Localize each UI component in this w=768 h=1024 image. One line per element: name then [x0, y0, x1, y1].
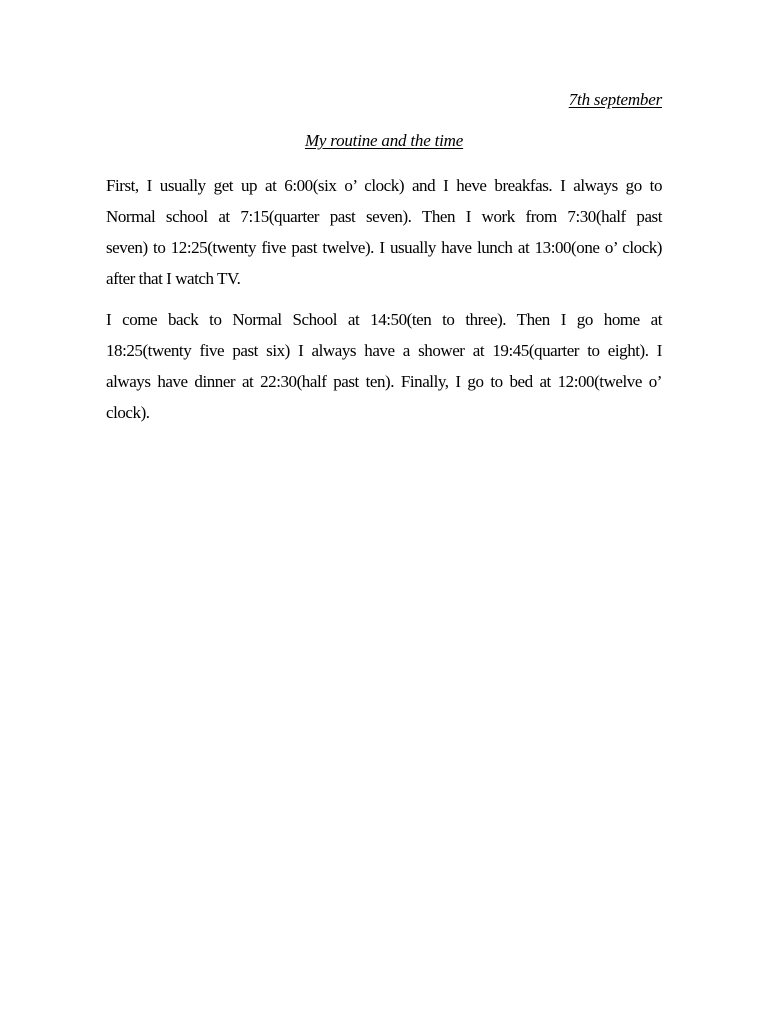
paragraph-line: clock). — [106, 403, 150, 422]
paragraph-line: after that I watch TV. — [106, 269, 241, 288]
paragraph-line: seven) to 12:25(twenty five past twelve). I usually have lunch at 13:00(one o’ clock) — [106, 238, 662, 257]
paragraph-line: I come back to Normal School at 14:50(ten to three). Then I go home at — [106, 310, 662, 329]
paragraph-line: Normal school at 7:15(quarter past seven). Then I work from 7:30(half past — [106, 207, 662, 226]
paragraph-line: First, I usually get up at 6:00(six o’ clock) and I heve breakfas. I always go to — [106, 176, 662, 195]
paragraph-1 — [106, 170, 662, 294]
paragraph-2 — [106, 304, 662, 428]
paragraph-line: always have dinner at 22:30(half past ten). Finally, I go to bed at 12:00(twelve o’ — [106, 372, 662, 391]
paragraph-line: 18:25(twenty five past six) I always have a shower at 19:45(quarter to eight). I — [106, 341, 662, 360]
document-title: My routine and the time — [304, 131, 464, 150]
document-date: 7th september — [568, 90, 662, 109]
